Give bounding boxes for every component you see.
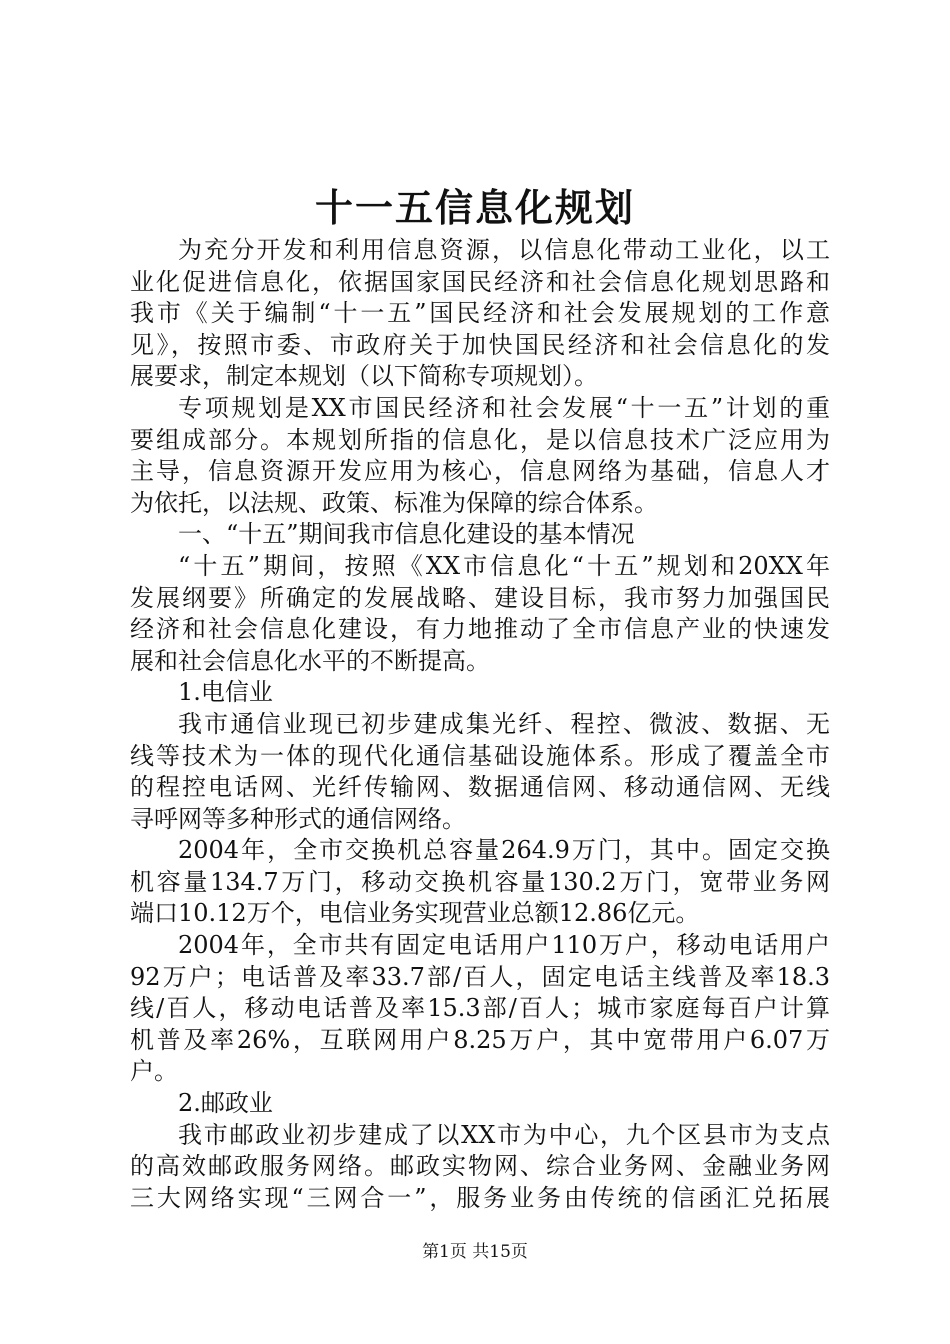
paragraph-line: 发展纲要》所确定的发展战略、建设目标，我市努力加强国民 — [130, 583, 830, 612]
paragraph-line: 我市邮政业初步建成了以XX市为中心，九个区县市为支点 — [178, 1120, 830, 1149]
paragraph-line: 见》，按照市委、市政府关于加快国民经济和社会信息化的发 — [130, 330, 830, 359]
paragraph-line: 为依托，以法规、政策、标准为保障的综合体系。 — [130, 488, 658, 517]
paragraph-line: 为充分开发和利用信息资源，以信息化带动工业化，以工 — [178, 236, 830, 264]
document-body — [130, 235, 830, 1214]
paragraph-line: 我市通信业现已初步建成集光纤、程控、微波、数据、无 — [178, 709, 830, 738]
paragraph-line: 业化促进信息化，依据国家国民经济和社会信息化规划思路和 — [130, 267, 830, 296]
paragraph-line: 户。 — [130, 1057, 178, 1086]
paragraph-line: 的程控电话网、光纤传输网、数据通信网、移动通信网、无线 — [130, 773, 830, 802]
paragraph-line: 经济和社会信息化建设，有力地推动了全市信息产业的快速发 — [130, 615, 830, 644]
paragraph-line: 专项规划是XX市国民经济和社会发展“十一五”计划的重 — [178, 393, 830, 422]
section-heading: 一、“十五”期间我市信息化建设的基本情况 — [178, 520, 635, 549]
paragraph-line: 机普及率26%，互联网用户8.25万户，其中宽带用户6.07万 — [130, 1025, 830, 1054]
paragraph-line: 端口10.12万个，电信业务实现营业总额12.86亿元。 — [130, 899, 700, 928]
document-title: 十一五信息化规划 — [314, 186, 635, 230]
paragraph-line: 机容量134.7万门，移动交换机容量130.2万门，宽带业务网 — [130, 867, 830, 896]
paragraph-line: 线/百人，移动电话普及率15.3部/百人；城市家庭每百户计算 — [130, 994, 830, 1023]
subsection-heading: 2.邮政业 — [178, 1089, 273, 1118]
paragraph-line: 展要求，制定本规划（以下简称专项规划）。 — [130, 362, 598, 391]
paragraph-line: 寻呼网等多种形式的通信网络。 — [130, 804, 466, 833]
paragraph-line: 要组成部分。本规划所指的信息化，是以信息技术广泛应用为 — [130, 425, 830, 454]
paragraph-line: 线等技术为一体的现代化通信基础设施体系。形成了覆盖全市 — [130, 741, 830, 770]
paragraph-line: 的高效邮政服务网络。邮政实物网、综合业务网、金融业务网 — [130, 1152, 830, 1181]
page-number: 第1页 共15页 — [422, 1242, 528, 1262]
paragraph-line: “十五”期间，按照《XX市信息化“十五”规划和20XX年 — [178, 551, 830, 580]
paragraph-line: 92万户；电话普及率33.7部/百人，固定电话主线普及率18.3 — [130, 962, 830, 991]
paragraph-line: 主导，信息资源开发应用为核心，信息网络为基础，信息人才 — [130, 457, 830, 486]
paragraph-line: 展和社会信息化水平的不断提高。 — [130, 646, 490, 675]
paragraph-line: 三大网络实现“三网合一”，服务业务由传统的信函汇兑拓展 — [130, 1183, 830, 1212]
paragraph-line: 我市《关于编制“十一五”国民经济和社会发展规划的工作意 — [130, 299, 830, 328]
paragraph-line: 2004年，全市共有固定电话用户110万户，移动电话用户 — [178, 931, 830, 960]
subsection-heading: 1.电信业 — [178, 678, 273, 707]
paragraph-line: 2004年，全市交换机总容量264.9万门，其中。固定交换 — [178, 836, 830, 865]
